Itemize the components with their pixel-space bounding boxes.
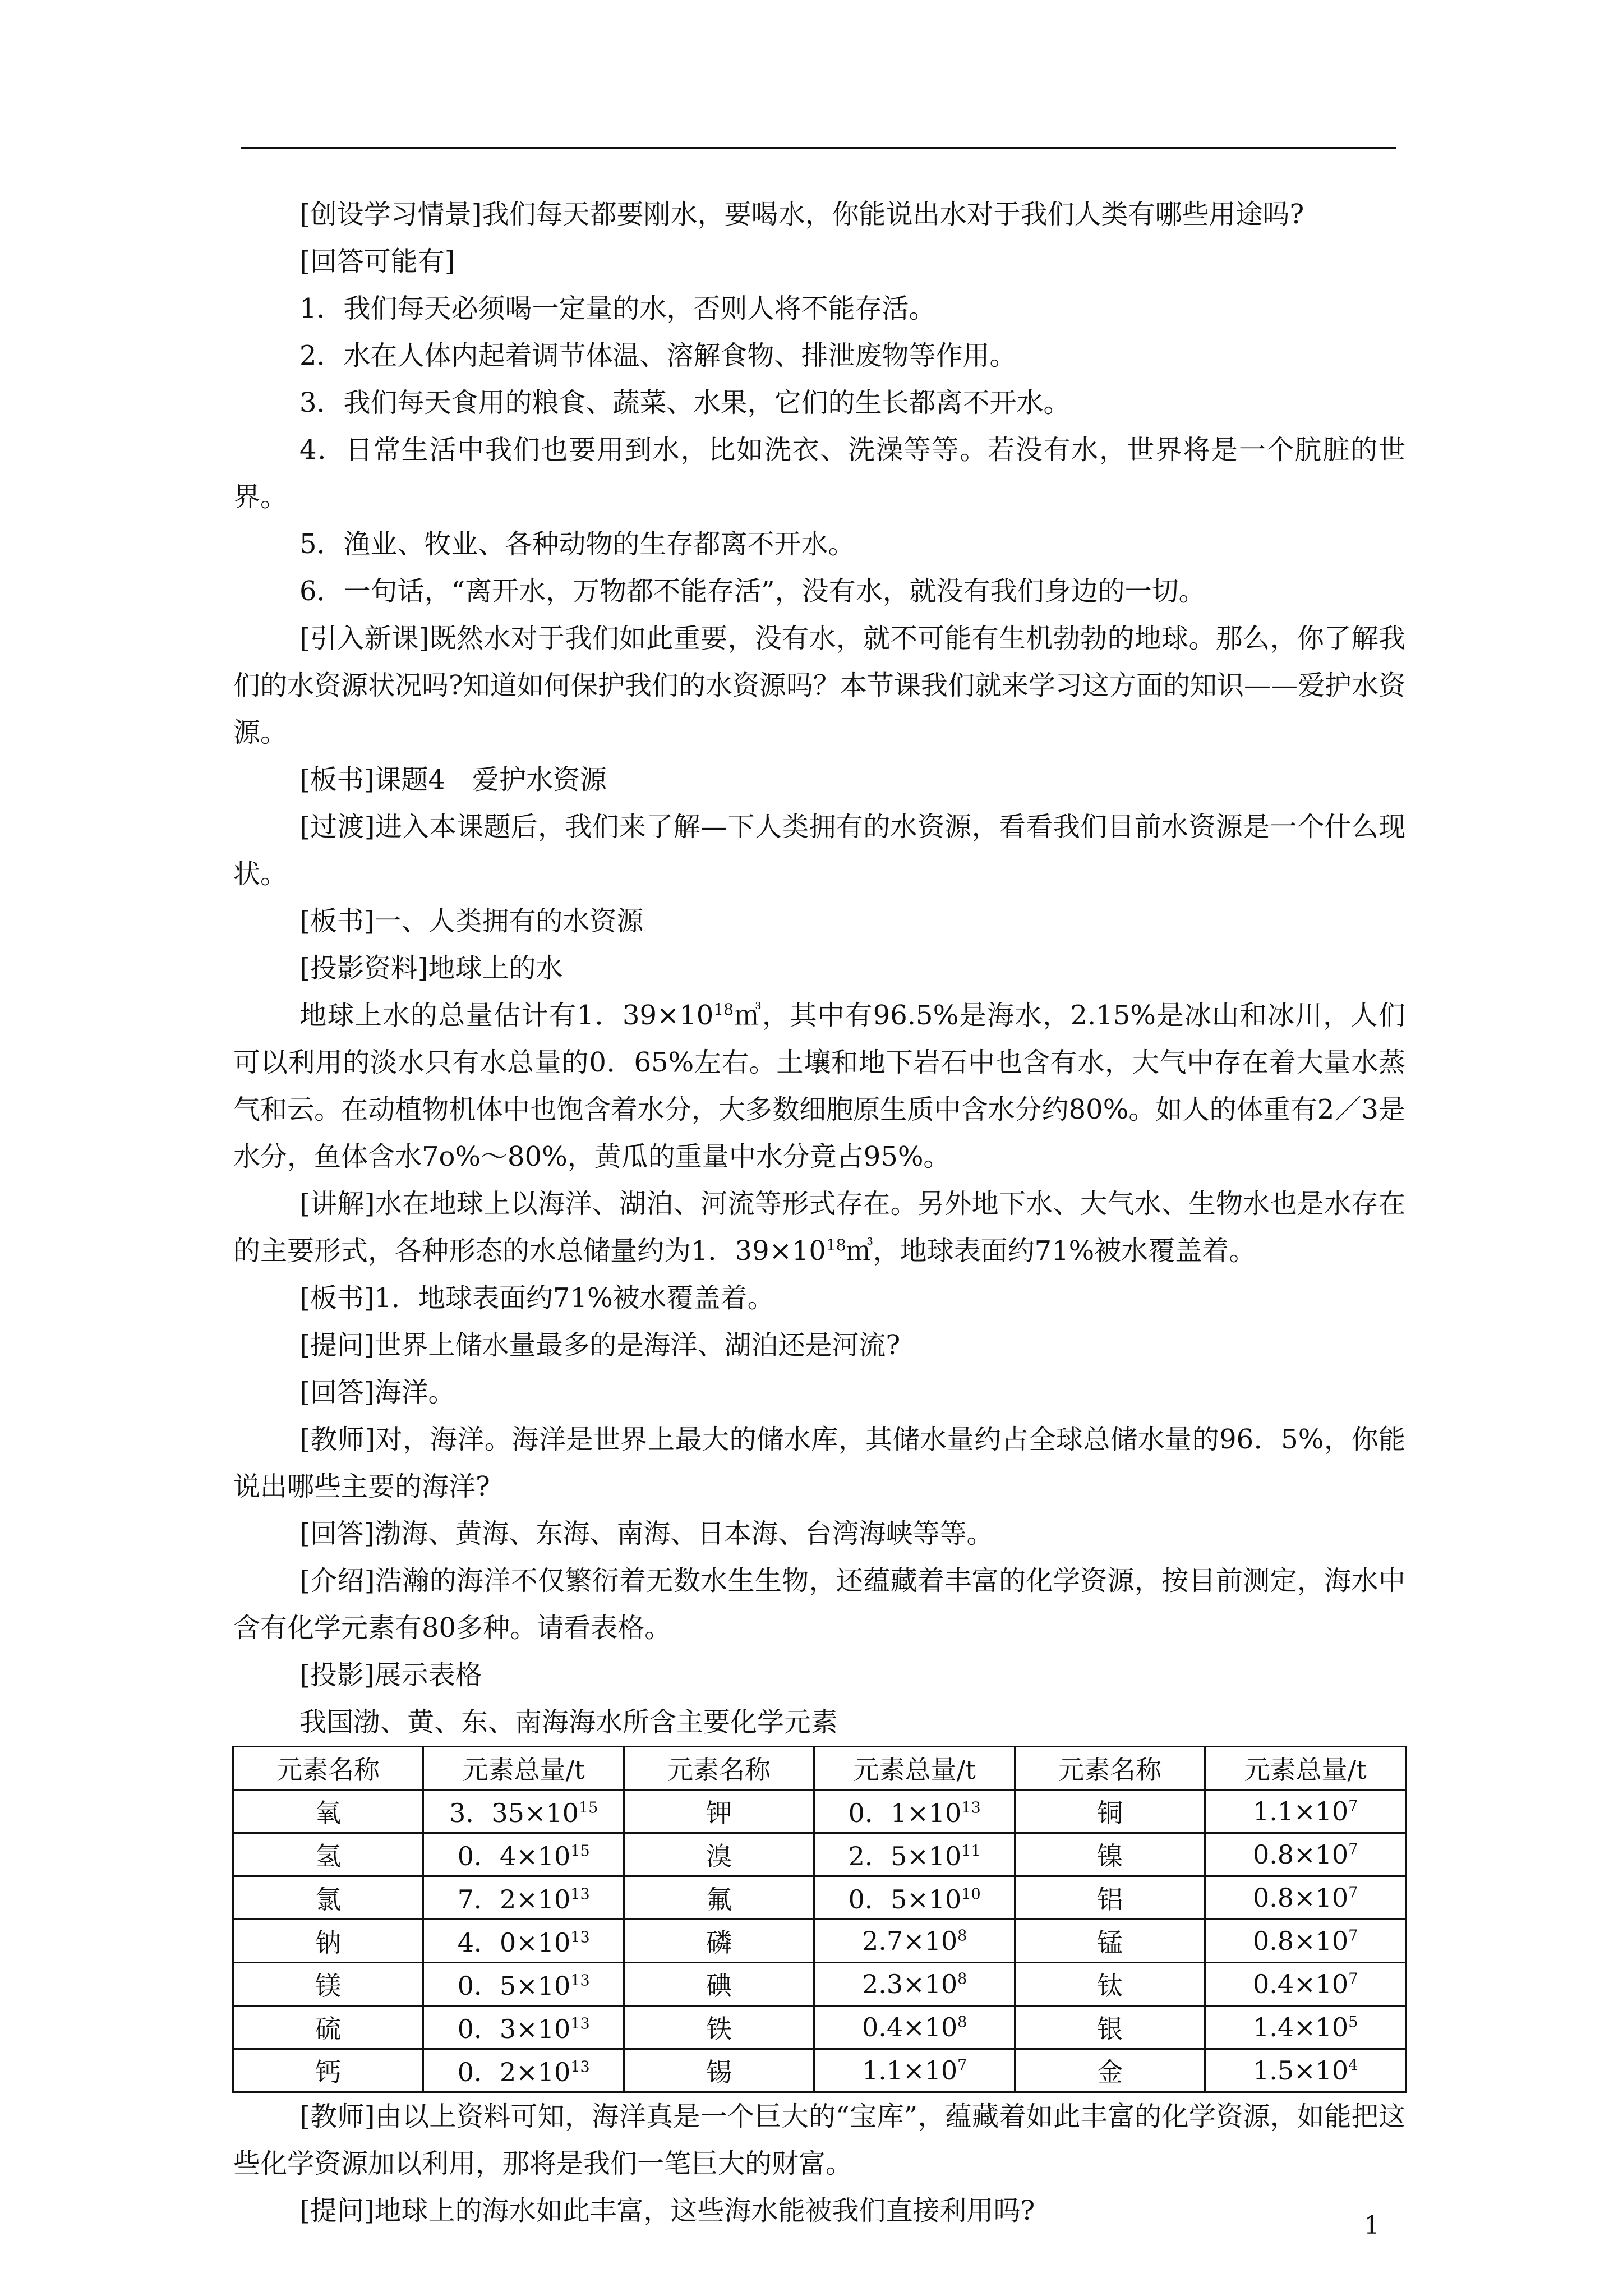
amount-mantissa: 4．0×10 <box>457 1927 571 1958</box>
element-name-cell: 钙 <box>233 2049 423 2092</box>
paragraphs-middle <box>233 1274 1405 1699</box>
amount-mantissa: 2.7×10 <box>861 1926 958 1956</box>
amount-mantissa: 0．5×10 <box>848 1884 962 1915</box>
element-amount-cell <box>1205 1833 1406 1876</box>
element-amount-cell <box>423 1790 624 1833</box>
paragraph: [创设学习情景]我们每天都要刚水，要喝水，你能说出水对于我们人类有哪些用途吗? <box>299 199 1304 230</box>
element-amount-cell <box>814 1920 1015 1963</box>
element-name-cell: 镁 <box>233 1963 423 2006</box>
element-name-cell: 镍 <box>1015 1833 1205 1876</box>
element-amount-cell <box>1205 1876 1406 1920</box>
column-header: 元素总量/t <box>814 1747 1015 1790</box>
amount-mantissa: 0．1×10 <box>848 1798 962 1828</box>
element-name-cell: 铝 <box>1015 1876 1205 1920</box>
column-header: 元素名称 <box>624 1747 814 1790</box>
paragraph: 5．渔业、牧业、各种动物的生存都离不开水。 <box>299 528 855 560</box>
amount-mantissa: 0．2×10 <box>457 2057 571 2087</box>
paragraph: [回答可能有] <box>299 246 455 277</box>
table-caption: 我国渤、黄、东、南海海水所含主要化学元素 <box>299 1706 838 1738</box>
amount-mantissa: 0．5×10 <box>457 1971 571 2001</box>
paragraphs-before <box>233 191 1405 992</box>
amount-exponent: 10 <box>961 1885 981 1903</box>
amount-mantissa: 0．3×10 <box>457 2014 571 2044</box>
amount-exponent: 7 <box>957 2056 967 2074</box>
table-row <box>233 1876 1406 1920</box>
element-name-cell: 钛 <box>1015 1963 1205 2006</box>
column-header: 元素总量/t <box>1205 1747 1406 1790</box>
paragraph: 4．日常生活中我们也要用到水，比如洗衣、洗澡等等。若没有水，世界将是一个肮脏的世界。 <box>233 434 1405 513</box>
amount-mantissa: 7．2×10 <box>457 1884 571 1915</box>
text-run: 地球上水的总量估计有1．39×10 <box>299 1000 714 1031</box>
amount-exponent: 13 <box>570 1929 590 1947</box>
elements-table <box>232 1746 1407 2093</box>
amount-mantissa: 3．35×10 <box>449 1798 579 1828</box>
element-amount-cell <box>1205 1790 1406 1833</box>
paragraph: [板书]课题4 爱护水资源 <box>299 764 607 795</box>
explain-paragraph <box>233 1180 1405 1274</box>
element-name-cell: 铜 <box>1015 1790 1205 1833</box>
paragraph: [回答]渤海、黄海、东海、南海、日本海、台湾海峡等等。 <box>299 1518 994 1549</box>
paragraph: [板书]一、人类拥有的水资源 <box>299 905 644 937</box>
amount-mantissa: 0．4×10 <box>457 1841 571 1871</box>
table-row <box>233 2006 1406 2049</box>
paragraph: 6．一句话，“离开水，万物都不能存活”，没有水，就没有我们身边的一切。 <box>299 576 1206 607</box>
amount-mantissa: 0.8×10 <box>1252 1839 1349 1870</box>
column-header: 元素总量/t <box>423 1747 624 1790</box>
paragraphs-after <box>233 2093 1405 2234</box>
paragraph: [提问]地球上的海水如此丰富，这些海水能被我们直接利用吗? <box>299 2195 1035 2226</box>
text-run: ㎥，地球表面约71%被水覆盖着。 <box>846 1235 1256 1267</box>
header-rule <box>241 147 1396 149</box>
column-header: 元素名称 <box>1015 1747 1205 1790</box>
document-body <box>233 191 1405 2234</box>
table-row <box>233 2049 1406 2092</box>
amount-exponent: 7 <box>1348 1797 1358 1815</box>
element-amount-cell <box>423 1920 624 1963</box>
element-name-cell: 碘 <box>624 1963 814 2006</box>
element-name-cell: 铁 <box>624 2006 814 2049</box>
element-name-cell: 硫 <box>233 2006 423 2049</box>
column-header: 元素名称 <box>233 1747 423 1790</box>
element-amount-cell <box>814 1790 1015 1833</box>
table-row <box>233 1963 1406 2006</box>
element-amount-cell <box>1205 2006 1406 2049</box>
element-name-cell: 氯 <box>233 1876 423 1920</box>
amount-mantissa: 0.4×10 <box>1252 1969 1349 1999</box>
amount-exponent: 5 <box>1348 2013 1358 2031</box>
element-amount-cell <box>1205 2049 1406 2092</box>
amount-exponent: 13 <box>570 2058 590 2076</box>
paragraph: [教师]由以上资料可知，海洋真是一个巨大的“宝库”，蕴藏着如此丰富的化学资源，如能把这些化学资源加以利用，那将是我们一笔巨大的财富。 <box>233 2101 1405 2179</box>
table-row <box>233 1833 1406 1876</box>
water-total-paragraph <box>233 992 1405 1180</box>
amount-exponent: 11 <box>961 1842 981 1860</box>
amount-mantissa: 1.5×10 <box>1252 2055 1349 2086</box>
amount-exponent: 7 <box>1348 1927 1358 1945</box>
element-name-cell: 氟 <box>624 1876 814 1920</box>
amount-exponent: 7 <box>1348 1884 1358 1902</box>
element-name-cell: 钾 <box>624 1790 814 1833</box>
element-name-cell: 磷 <box>624 1920 814 1963</box>
paragraph: [介绍]浩瀚的海洋不仅繁衍着无数水生生物，还蕴藏着丰富的化学资源，按目前测定，海水中含有化学元素有80多种。请看表格。 <box>233 1565 1405 1644</box>
table-header-row <box>233 1747 1406 1790</box>
element-amount-cell <box>423 2006 624 2049</box>
paragraph: 1．我们每天必须喝一定量的水，否则人将不能存活。 <box>299 293 936 324</box>
element-name-cell: 银 <box>1015 2006 1205 2049</box>
element-amount-cell <box>814 2049 1015 2092</box>
paragraph: 3．我们每天食用的粮食、蔬菜、水果，它们的生长都离不开水。 <box>299 387 1071 418</box>
paragraph: 2．水在人体内起着调节体温、溶解食物、排泄废物等作用。 <box>299 340 1017 371</box>
amount-exponent: 7 <box>1348 1970 1358 1988</box>
table-row <box>233 1790 1406 1833</box>
element-name-cell: 溴 <box>624 1833 814 1876</box>
table-row <box>233 1920 1406 1963</box>
element-name-cell: 金 <box>1015 2049 1205 2092</box>
element-name-cell: 氢 <box>233 1833 423 1876</box>
element-amount-cell <box>814 1876 1015 1920</box>
element-amount-cell <box>814 2006 1015 2049</box>
exponent: 18 <box>826 1236 846 1254</box>
amount-mantissa: 1.1×10 <box>1252 1796 1349 1826</box>
text-run: [讲解]水在地球上以海洋、湖泊、河流等形式存在。另外地下水、大气水、生物水也是水存在的主要形式，各种形态的水总储量约为1．39×10 <box>233 1188 1405 1267</box>
amount-exponent: 4 <box>1348 2056 1358 2074</box>
amount-mantissa: 0.4×10 <box>861 2012 958 2042</box>
paragraph: [投影]展示表格 <box>299 1659 482 1691</box>
amount-exponent: 15 <box>570 1842 590 1860</box>
paragraph: [教师]对，海洋。海洋是世界上最大的储水库，其储水量约占全球总储水量的96．5%，你能说出哪些主要的海洋? <box>233 1424 1405 1502</box>
paragraph: [板书]1．地球表面约71%被水覆盖着。 <box>299 1282 774 1314</box>
amount-exponent: 13 <box>570 2015 590 2033</box>
paragraph: [过渡]进入本课题后，我们来了解—下人类拥有的水资源，看看我们目前水资源是一个什么现状。 <box>233 811 1405 890</box>
amount-exponent: 8 <box>957 1970 967 1988</box>
amount-exponent: 8 <box>957 2013 967 2031</box>
element-amount-cell <box>423 1833 624 1876</box>
exponent: 18 <box>713 1000 734 1019</box>
amount-exponent: 7 <box>1348 1841 1358 1858</box>
element-amount-cell <box>814 1963 1015 2006</box>
amount-mantissa: 2．5×10 <box>848 1841 962 1871</box>
table-body <box>233 1790 1406 2092</box>
text-run: ㎥，其中有96.5%是海水，2.15%是冰山和冰川，人们可以利用的淡水只有水总量的0．65%左右。土壤和地下岩石中也含有水，大气中存在着大量水蒸气和云。在动植物机体中也饱含着水分，大多数细胞原生质中含水分约80%。如人的体重有2／3是水分，鱼体含水7o%～80%，黄瓜的重量中水分竟占95%。 <box>233 1000 1405 1172</box>
amount-mantissa: 1.4×10 <box>1252 2012 1349 2042</box>
amount-exponent: 13 <box>961 1799 981 1817</box>
amount-mantissa: 0.8×10 <box>1252 1926 1349 1956</box>
element-name-cell: 锡 <box>624 2049 814 2092</box>
element-name-cell: 锰 <box>1015 1920 1205 1963</box>
page-number: 1 <box>1364 2211 1380 2240</box>
element-amount-cell <box>423 1963 624 2006</box>
element-amount-cell <box>1205 1920 1406 1963</box>
amount-mantissa: 1.1×10 <box>861 2055 958 2086</box>
amount-exponent: 13 <box>570 1972 590 1990</box>
paragraph: [提问]世界上储水量最多的是海洋、湖泊还是河流? <box>299 1329 901 1361</box>
amount-mantissa: 2.3×10 <box>861 1969 958 1999</box>
paragraph: [回答]海洋。 <box>299 1377 455 1408</box>
paragraph: [引入新课]既然水对于我们如此重要，没有水，就不可能有生机勃勃的地球。那么，你了解我们的水资源状况吗?知道如何保护我们的水资源吗？本节课我们就来学习这方面的知识——爱护水资源。 <box>233 623 1405 748</box>
paragraph: [投影资料]地球上的水 <box>299 953 563 984</box>
amount-exponent: 8 <box>957 1927 967 1945</box>
amount-mantissa: 0.8×10 <box>1252 1883 1349 1913</box>
element-amount-cell <box>814 1833 1015 1876</box>
element-amount-cell <box>423 2049 624 2092</box>
amount-exponent: 15 <box>578 1799 598 1817</box>
element-amount-cell <box>1205 1963 1406 2006</box>
element-amount-cell <box>423 1876 624 1920</box>
element-name-cell: 钠 <box>233 1920 423 1963</box>
amount-exponent: 13 <box>570 1885 590 1903</box>
element-name-cell: 氧 <box>233 1790 423 1833</box>
